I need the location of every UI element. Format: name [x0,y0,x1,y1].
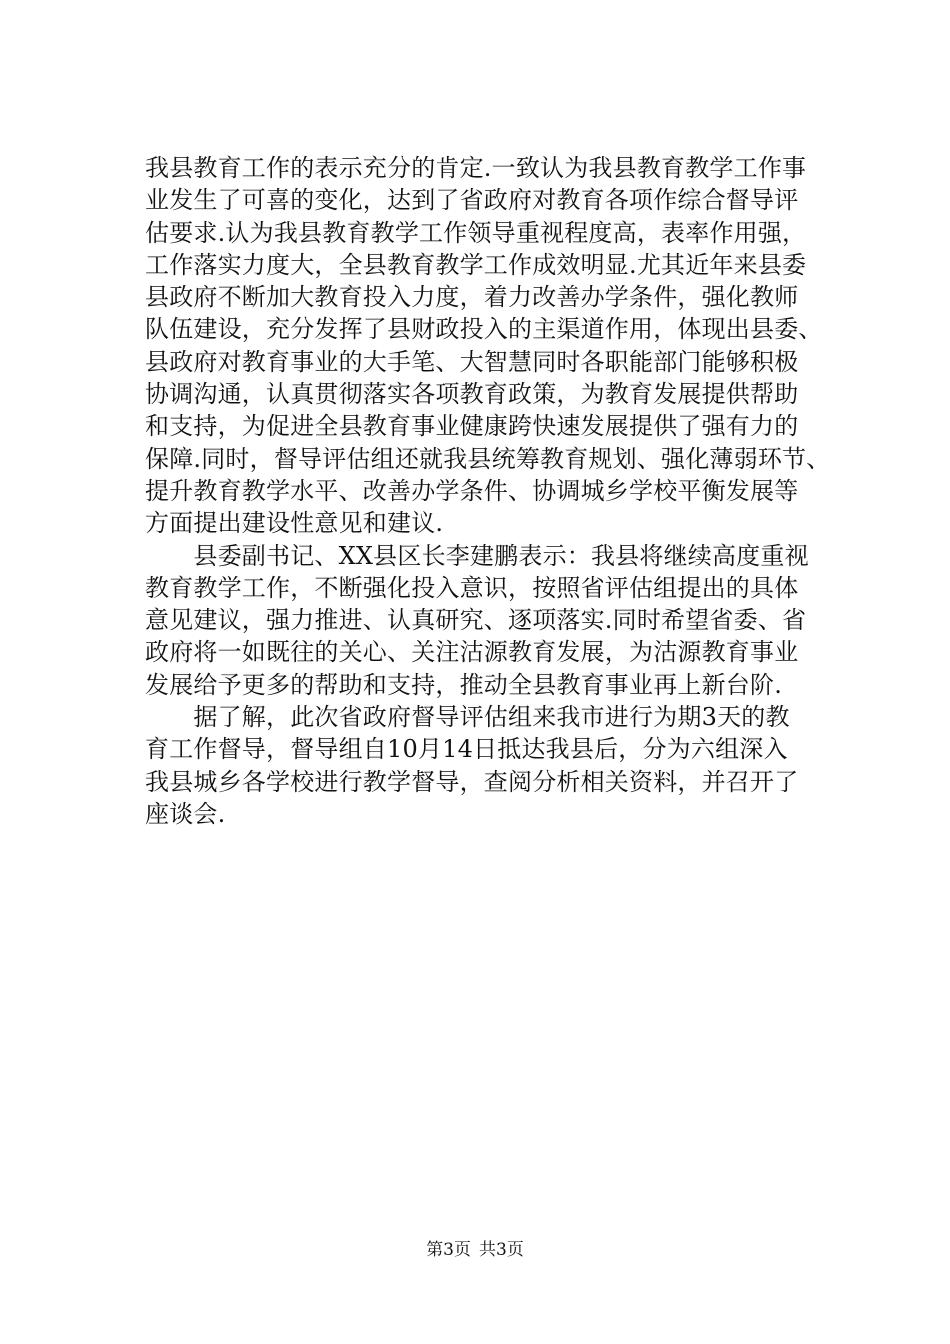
text-line: 方面提出建设性意见和建议. [145,509,444,538]
text-line: 估要求.认为我县教育教学工作领导重视程度高，表率作用强， [145,218,807,247]
text-line: 县政府对教育事业的大手笔、大智慧同时各职能部门能够积极 [145,347,799,376]
text-line: 提升教育教学水平、改善办学条件、协调城乡学校平衡发展等 [145,476,799,505]
page-number: 第3页 [426,1240,471,1260]
text-line: 意见建议，强力推进、认真研究、逐项落实.同时希望省委、省 [145,606,807,635]
text-line: 教育教学工作，不断强化投入意识，按照省评估组提出的具体 [145,573,799,602]
text-line: 据了解，此次省政府督导评估组来我市进行为期3天的教 [145,703,790,732]
text-line: 业发生了可喜的变化，达到了省政府对教育各项作综合督导评 [145,186,799,215]
text-line: 发展给予更多的帮助和支持，推动全县教育事业再上新台阶. [145,670,783,699]
text-line: 政府将一如既往的关心、关注沽源教育发展，为沽源教育事业 [145,638,799,667]
body-text [145,152,835,830]
text-line: 保障.同时，督导评估组还就我县统筹教育规划、强化薄弱环节、 [145,444,831,473]
page-total: 共3页 [479,1240,524,1260]
text-line: 工作落实力度大，全县教育教学工作成效明显.尤其近年来县委 [145,250,807,279]
page-footer [0,1239,950,1261]
text-line: 县委副书记、XX县区长李建鹏表示：我县将继续高度重视 [145,541,809,570]
text-line: 队伍建设，充分发挥了县财政投入的主渠道作用，体现出县委、 [145,315,823,344]
text-line: 座谈会. [145,799,226,828]
text-line: 我县城乡各学校进行教学督导，查阅分析相关资料，并召开了 [145,767,799,796]
text-line: 育工作督导，督导组自10月14日抵达我县后，分为六组深入 [145,735,788,764]
text-line: 协调沟通，认真贯彻落实各项教育政策，为教育发展提供帮助 [145,380,799,409]
text-line: 和支持，为促进全县教育事业健康跨快速发展提供了强有力的 [145,412,799,441]
text-line: 县政府不断加大教育投入力度，着力改善办学条件，强化教师 [145,283,799,312]
text-line: 我县教育工作的表示充分的肯定.一致认为我县教育教学工作事 [145,154,807,182]
